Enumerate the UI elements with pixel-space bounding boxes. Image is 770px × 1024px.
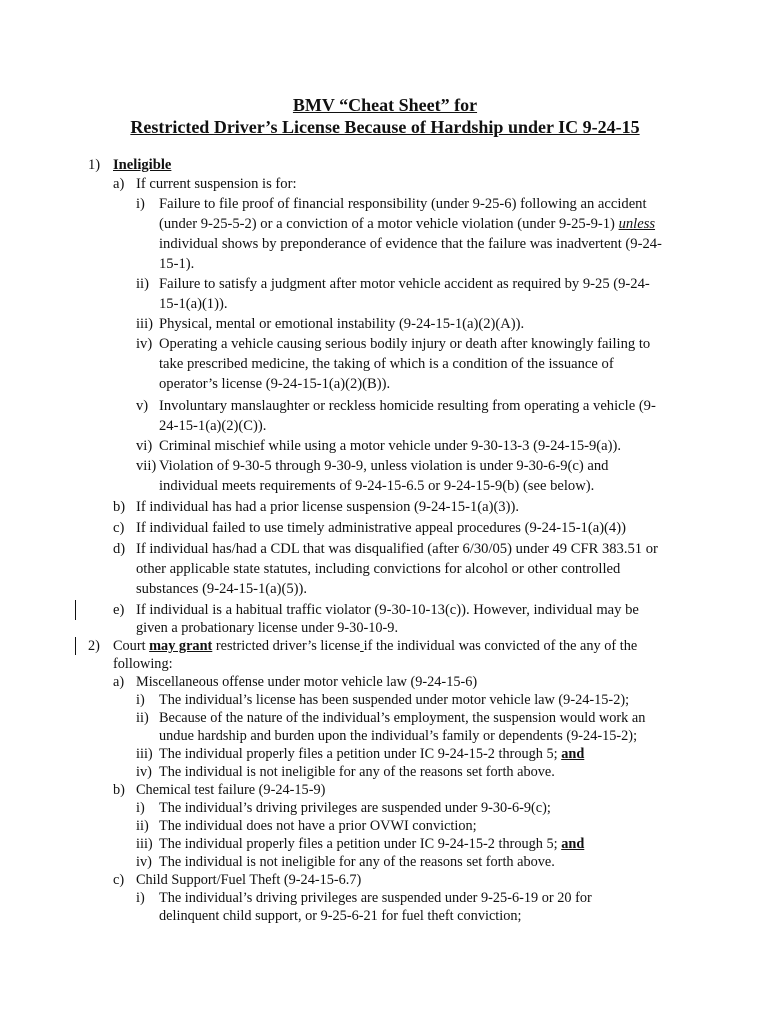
list-label: v) xyxy=(136,398,149,414)
list-text: If individual is a habitual traffic violator (9-30-10-13(c)). However, individual may be xyxy=(136,602,639,618)
list-text: Failure to satisfy a judgment after motor vehicle accident as required by 9-25 (9-24- xyxy=(159,276,650,292)
list-text: The individual’s license has been suspended under motor vehicle law (9-24-15-2); xyxy=(159,692,630,708)
list-label: ii) xyxy=(136,276,149,292)
list-label: b) xyxy=(113,499,126,515)
list-text: individual meets requirements of 9-24-15-6.5 or 9-24-15-9(b) (see below). xyxy=(159,478,595,494)
list-text: The individual is not ineligible for any of the reasons set forth above. xyxy=(159,854,555,870)
list-label: b) xyxy=(113,782,125,798)
list-label: iv) xyxy=(136,336,153,352)
list-text xyxy=(159,214,655,234)
list-text: The individual is not ineligible for any of the reasons set forth above. xyxy=(159,764,555,780)
list-text: Because of the nature of the individual’s employment, the suspension would work an xyxy=(159,710,646,726)
list-text: following: xyxy=(113,656,173,672)
list-text-part: (under 9-25-5-2) or a conviction of a motor vehicle violation (under 9-25-9-1) xyxy=(159,216,619,232)
list-text: Violation of 9-30-5 through 9-30-9, unless violation is under 9-30-6-9(c) and xyxy=(159,458,609,474)
list-label: e) xyxy=(113,602,125,618)
document-title-line1: BMV “Cheat Sheet” for xyxy=(292,95,478,115)
list-label: a) xyxy=(113,176,125,192)
list-text-part: restricted driver’s license xyxy=(212,638,361,654)
list-label: i) xyxy=(136,196,145,212)
section-heading: Ineligible xyxy=(113,157,172,173)
list-label: iv) xyxy=(136,764,152,780)
list-text xyxy=(159,745,584,763)
revision-bar xyxy=(75,600,76,620)
list-label: c) xyxy=(113,520,125,536)
list-label: iv) xyxy=(136,854,152,870)
list-text: Physical, mental or emotional instability (9-24-15-1(a)(2)(A)). xyxy=(159,316,525,332)
list-label: i) xyxy=(136,890,145,906)
list-label: a) xyxy=(113,674,125,690)
list-text: undue hardship and burden upon the individual’s family or dependents (9-24-15-2); xyxy=(159,728,638,744)
list-text: If individual failed to use timely administrative appeal procedures (9-24-15-1(a)(4)) xyxy=(136,520,626,536)
list-text-part: The individual properly files a petition under IC 9-24-15-2 through 5; xyxy=(159,836,562,852)
emphasis-and: and xyxy=(561,746,585,762)
list-label: iii) xyxy=(136,746,153,762)
list-text: Miscellaneous offense under motor vehicle law (9-24-15-6) xyxy=(136,674,478,690)
list-text-part: if the individual was convicted of the any of the xyxy=(363,638,638,654)
revision-bar xyxy=(75,637,76,655)
list-text: Failure to file proof of financial responsibility (under 9-25-6) following an accident xyxy=(159,196,647,212)
list-text: If individual has/had a CDL that was disqualified (after 6/30/05) under 49 CFR 383.51 or xyxy=(136,541,658,557)
list-text: The individual’s driving privileges are suspended under 9-25-6-19 or 20 for xyxy=(159,890,592,906)
list-label: d) xyxy=(113,541,126,557)
list-label: vii) xyxy=(136,458,157,474)
list-text: Involuntary manslaughter or reckless homicide resulting from operating a vehicle (9- xyxy=(159,398,656,414)
list-label: 2) xyxy=(88,638,100,654)
list-text: individual shows by preponderance of evidence that the failure was inadvertent (9-24- xyxy=(159,236,662,252)
list-text: The individual does not have a prior OVWI conviction; xyxy=(159,818,477,834)
list-label: c) xyxy=(113,872,125,888)
list-label: vi) xyxy=(136,438,153,454)
list-text xyxy=(159,835,584,853)
list-text: given a probationary license under 9-30-10-9. xyxy=(136,620,399,636)
list-text: Chemical test failure (9-24-15-9) xyxy=(136,782,326,798)
list-text: The individual’s driving privileges are suspended under 9-30-6-9(c); xyxy=(159,800,551,816)
list-text-part: Court xyxy=(113,638,150,654)
list-label: 1) xyxy=(88,157,101,173)
list-text: 24-15-1(a)(2)(C)). xyxy=(159,418,267,434)
list-text: 15-1(a)(1)). xyxy=(159,296,228,312)
list-label: iii) xyxy=(136,836,153,852)
emphasis-unless: unless xyxy=(618,216,656,232)
list-text: Operating a vehicle causing serious bodily injury or death after knowingly failing to xyxy=(159,336,651,352)
list-text: 15-1). xyxy=(159,256,195,272)
list-text: take prescribed medicine, the taking of which is a condition of the issuance of xyxy=(159,356,614,372)
list-text: If individual has had a prior license suspension (9-24-15-1(a)(3)). xyxy=(136,499,519,515)
list-text: If current suspension is for: xyxy=(136,176,297,192)
list-label: iii) xyxy=(136,316,154,332)
list-text-part: The individual properly files a petition under IC 9-24-15-2 through 5; xyxy=(159,746,562,762)
list-label: ii) xyxy=(136,710,149,726)
list-text: Child Support/Fuel Theft (9-24-15-6.7) xyxy=(136,872,362,888)
list-label: ii) xyxy=(136,818,149,834)
list-text: substances (9-24-15-1(a)(5)). xyxy=(136,581,308,597)
list-label: i) xyxy=(136,692,145,708)
emphasis-and: and xyxy=(561,836,585,852)
list-text: Criminal mischief while using a motor vehicle under 9-30-13-3 (9-24-15-9(a)). xyxy=(159,438,622,454)
list-text: delinquent child support, or 9-25-6-21 for fuel theft conviction; xyxy=(159,908,522,924)
list-text: other applicable state statutes, including convictions for alcohol or other controlled xyxy=(136,561,621,577)
document-title-line2: Restricted Driver’s License Because of Hardship under IC 9-24-15 xyxy=(130,117,640,137)
emphasis-may-grant: may grant xyxy=(149,638,213,654)
list-label: i) xyxy=(136,800,145,816)
list-text: operator’s license (9-24-15-1(a)(2)(B)). xyxy=(159,376,391,392)
list-text xyxy=(113,637,637,655)
